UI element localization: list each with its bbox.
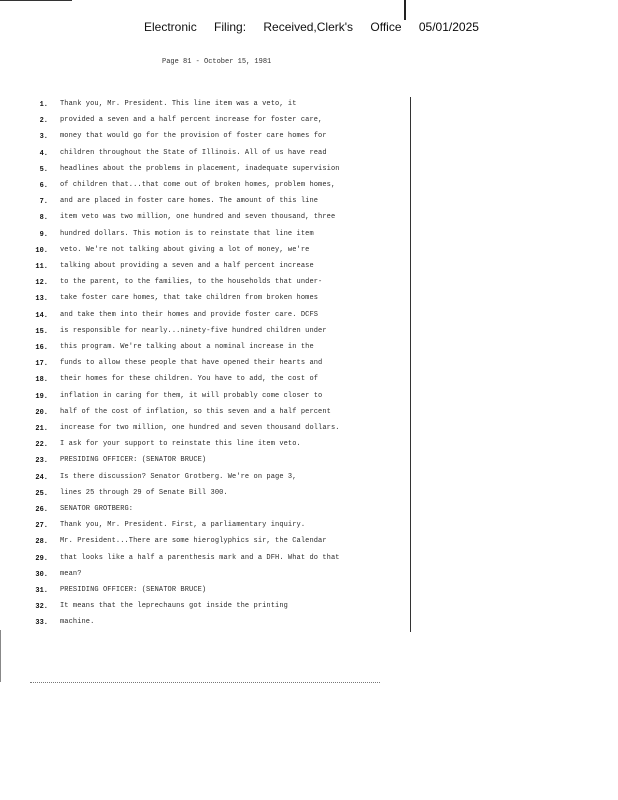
right-margin-rule [410,97,411,632]
transcript-line: Thank you, Mr. President. First, a parliamentary inquiry. [60,521,306,529]
line-number: 31. [35,587,48,595]
line-number: 10. [35,247,48,255]
transcript-line: I ask for your support to reinstate this line item veto. [60,440,301,448]
scan-mark [0,630,1,682]
line-number: 22. [35,441,48,449]
transcript-line: machine. [60,618,95,626]
transcript-line: inflation in caring for them, it will probably come closer to [60,392,323,400]
line-number: 1. [39,101,48,109]
transcript-line: their homes for these children. You have to add, the cost of [60,375,319,383]
stamp-electronic: Electronic [144,20,197,34]
line-number: 7. [39,198,48,206]
line-number: 27. [35,522,48,530]
transcript-line: Mr. President...There are some hieroglyphics sir, the Calendar [60,537,327,545]
line-number: 8. [39,214,48,222]
stamp-date: 05/01/2025 [418,20,479,34]
line-number: 12. [35,279,48,287]
transcript-line: of children that...that come out of broken homes, problem homes, [60,181,336,189]
transcript-line: It means that the leprechauns got inside the printing [60,602,288,610]
scan-mark [0,0,72,1]
transcript-line: SENATOR GROTBERG: [60,505,134,513]
transcript-line: take foster care homes, that take children from broken homes [60,294,319,302]
scan-noise-line [30,682,380,684]
line-number: 21. [35,425,48,433]
transcript-line: headlines about the problems in placement, inadequate supervision [60,165,340,173]
line-number: 5. [39,166,48,174]
line-number: 23. [35,457,48,465]
transcript-line: increase for two million, one hundred and seven thousand dollars. [60,424,340,432]
stamp-filing: Filing: [214,20,247,34]
line-number: 24. [35,474,48,482]
transcript-line: that looks like a half a parenthesis mark and a DFH. What do that [60,554,340,562]
transcript-line: is responsible for nearly...ninety-five hundred children under [60,327,327,335]
stamp-office: Office [370,20,402,34]
line-number: 20. [35,409,48,417]
line-number: 30. [35,571,48,579]
scan-mark [404,0,406,20]
line-number: 2. [39,117,48,125]
transcript-line: children throughout the State of Illinois. All of us have read [60,149,327,157]
line-number: 6. [39,182,48,190]
line-number: 9. [39,231,48,239]
line-number: 19. [35,393,48,401]
transcript-line: this program. We're talking about a nominal increase in the [60,343,314,351]
transcript-line: veto. We're not talking about giving a lot of money, we're [60,246,310,254]
transcript-line: money that would go for the provision of foster care homes for [60,132,327,140]
line-number: 11. [35,263,48,271]
filing-stamp [144,20,493,34]
line-number: 25. [35,490,48,498]
line-number: 3. [39,133,48,141]
line-number: 17. [35,360,48,368]
line-number: 33. [35,619,48,627]
transcript-line: half of the cost of inflation, so this seven and a half percent [60,408,331,416]
transcript-line: provided a seven and a half percent increase for foster care, [60,116,323,124]
transcript-line: talking about providing a seven and a half percent increase [60,262,314,270]
line-number: 4. [39,150,48,158]
transcript-line: to the parent, to the families, to the households that under- [60,278,323,286]
transcript-line: hundred dollars. This motion is to reinstate that line item [60,230,314,238]
transcript-line: mean? [60,570,82,578]
line-number: 26. [35,506,48,514]
page-reference: Page 81 - October 15, 1981 [162,58,272,66]
line-number: 32. [35,603,48,611]
transcript-line: Thank you, Mr. President. This line item was a veto, it [60,100,297,108]
transcript-line: item veto was two million, one hundred and seven thousand, three [60,213,336,221]
line-number: 15. [35,328,48,336]
line-number: 16. [35,344,48,352]
line-number: 28. [35,538,48,546]
transcript-line: PRESIDING OFFICER: (SENATOR BRUCE) [60,456,207,464]
transcript-line: lines 25 through 29 of Senate Bill 300. [60,489,228,497]
line-number: 13. [35,295,48,303]
transcript-line: Is there discussion? Senator Grotberg. We're on page 3, [60,473,297,481]
line-number: 29. [35,555,48,563]
transcript-line: PRESIDING OFFICER: (SENATOR BRUCE) [60,586,207,594]
transcript-line: funds to allow these people that have opened their hearts and [60,359,323,367]
transcript-line: and are placed in foster care homes. The amount of this line [60,197,319,205]
line-number: 18. [35,376,48,384]
stamp-received: Received,Clerk's [263,20,354,34]
line-number: 14. [35,312,48,320]
transcript-line: and take them into their homes and provide foster care. DCFS [60,311,319,319]
